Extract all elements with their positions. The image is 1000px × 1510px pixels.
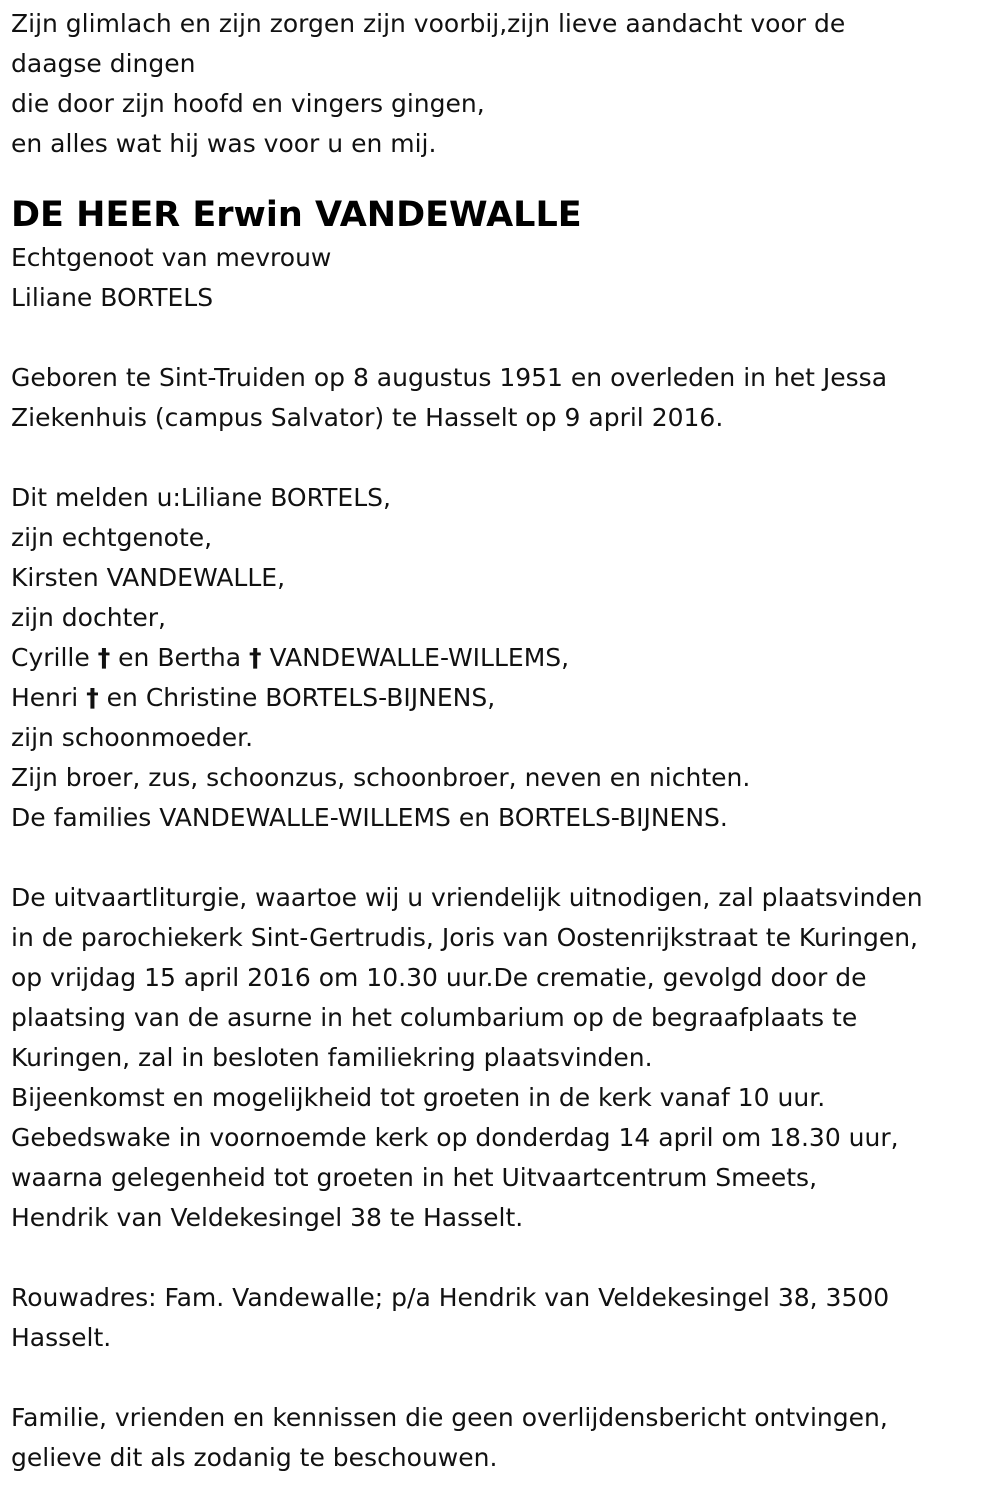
spouse-info bbox=[11, 238, 990, 318]
funeral-line: waarna gelegenheid tot groeten in het Uitvaartcentrum Smeets, bbox=[11, 1163, 818, 1192]
poem-line: Zijn glimlach en zijn zorgen zijn voorbij,zijn lieve aandacht voor de bbox=[11, 9, 846, 38]
announcers bbox=[11, 478, 990, 838]
funeral-line: Hendrik van Veldekesingel 38 te Hasselt. bbox=[11, 1203, 524, 1232]
poem-line: en alles wat hij was voor u en mij. bbox=[11, 129, 437, 158]
poem-line: die door zijn hoofd en vingers gingen, bbox=[11, 89, 485, 118]
announcer-line: zijn echtgenote, bbox=[11, 523, 213, 552]
closing-note bbox=[11, 1398, 990, 1478]
spacer bbox=[11, 1238, 990, 1278]
announcer-line: zijn schoonmoeder. bbox=[11, 723, 254, 752]
cross-icon: † bbox=[249, 643, 262, 672]
announcer-line: Dit melden u:Liliane BORTELS, bbox=[11, 483, 391, 512]
funeral-line: op vrijdag 15 april 2016 om 10.30 uur.De crematie, gevolgd door de bbox=[11, 963, 867, 992]
spouse-name: Liliane BORTELS bbox=[11, 283, 214, 312]
name-text: en Bertha bbox=[110, 643, 250, 672]
funeral-line: Bijeenkomst en mogelijkheid tot groeten in de kerk vanaf 10 uur. bbox=[11, 1083, 826, 1112]
name-text: en Christine BORTELS-BIJNENS, bbox=[98, 683, 496, 712]
funeral-line: plaatsing van de asurne in het columbarium op de begraafplaats te bbox=[11, 1003, 858, 1032]
cross-icon: † bbox=[97, 643, 111, 672]
birth-death-info bbox=[11, 358, 990, 438]
announcer-line bbox=[11, 638, 990, 678]
name-text: Cyrille bbox=[11, 643, 98, 672]
mourning-address bbox=[11, 1278, 990, 1358]
name-text: Henri bbox=[11, 683, 87, 712]
announcer-line: Kirsten VANDEWALLE, bbox=[11, 563, 286, 592]
address-line: Hasselt. bbox=[11, 1323, 112, 1352]
announcer-line: zijn dochter, bbox=[11, 603, 166, 632]
name-text: VANDEWALLE-WILLEMS, bbox=[261, 643, 570, 672]
funeral-line: in de parochiekerk Sint-Gertrudis, Joris van Oostenrijkstraat te Kuringen, bbox=[11, 923, 918, 952]
birth-line: Ziekenhuis (campus Salvator) te Hasselt op 9 april 2016. bbox=[11, 403, 724, 432]
announcer-line: Zijn broer, zus, schoonzus, schoonbroer, neven en nichten. bbox=[11, 763, 751, 792]
announcer-line bbox=[11, 678, 990, 718]
closing-line: gelieve dit als zodanig te beschouwen. bbox=[11, 1443, 498, 1472]
funeral-line: De uitvaartliturgie, waartoe wij u vriendelijk uitnodigen, zal plaatsvinden bbox=[11, 883, 923, 912]
address-line: Rouwadres: Fam. Vandewalle; p/a Hendrik van Veldekesingel 38, 3500 bbox=[11, 1283, 890, 1312]
spacer bbox=[11, 1358, 990, 1398]
cross-icon: † bbox=[86, 683, 99, 712]
funeral-line: Kuringen, zal in besloten familiekring plaatsvinden. bbox=[11, 1043, 653, 1072]
spacer bbox=[11, 318, 990, 358]
spouse-line: Echtgenoot van mevrouw bbox=[11, 243, 332, 272]
announcer-line: De families VANDEWALLE-WILLEMS en BORTELS-BIJNENS. bbox=[11, 803, 728, 832]
poem bbox=[11, 4, 990, 164]
spacer bbox=[11, 838, 990, 878]
birth-line: Geboren te Sint-Truiden op 8 augustus 1951 en overleden in het Jessa bbox=[11, 363, 888, 392]
closing-line: Familie, vrienden en kennissen die geen overlijdensbericht ontvingen, bbox=[11, 1403, 888, 1432]
funeral-details bbox=[11, 878, 990, 1238]
deceased-title: DE HEER Erwin VANDEWALLE bbox=[11, 195, 582, 235]
spacer bbox=[11, 438, 990, 478]
funeral-line: Gebedswake in voornoemde kerk op donderdag 14 april om 18.30 uur, bbox=[11, 1123, 899, 1152]
poem-line: daagse dingen bbox=[11, 49, 196, 78]
